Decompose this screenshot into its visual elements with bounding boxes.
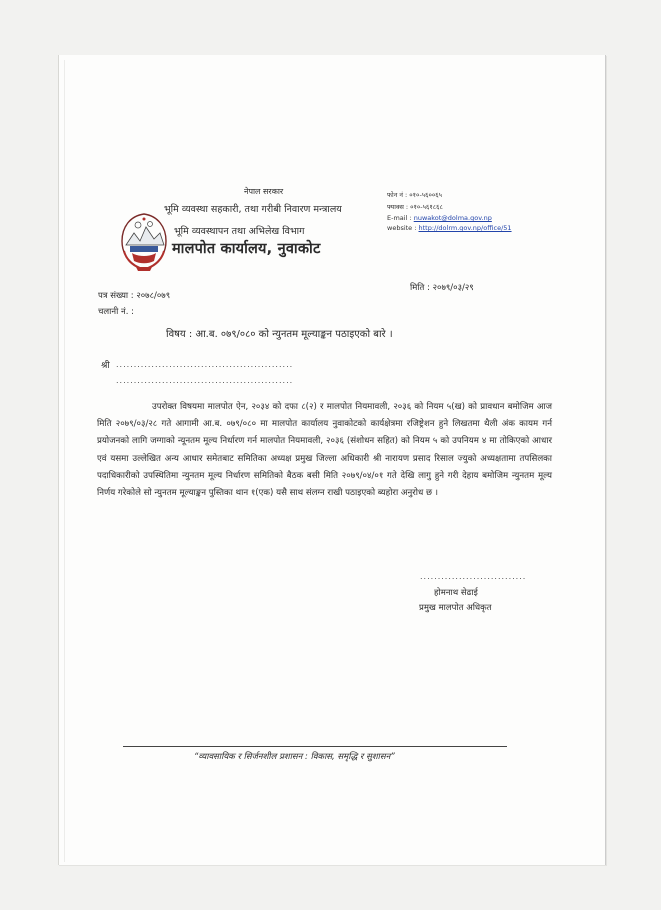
website-label: website : <box>387 224 419 232</box>
department-name: भूमि व्यवस्थापन तथा अभिलेख विभाग <box>174 226 305 237</box>
government-name: नेपाल सरकार <box>244 187 284 196</box>
letter-date: मिति : २०७९/०३/२९ <box>410 283 474 293</box>
office-name: मालपोत कार्यालय, नुवाकोट <box>172 241 321 257</box>
website-link[interactable]: http://dolrm.gov.np/office/51 <box>418 224 512 232</box>
addressee-label: श्री <box>101 361 110 371</box>
signatory-name: होमनाथ सेढाई <box>434 588 478 598</box>
addressee-line-1: .................................................. <box>116 360 294 369</box>
fax-number: फ्याक्स : ०१०-५६१८६८ <box>387 203 443 211</box>
letter-subject: विषय : आ.ब. ०७९/०८० को न्युनतम मूल्याङ्कन पठाइएको बारे । <box>166 329 393 340</box>
footer-divider <box>123 746 507 747</box>
nepal-government-emblem-icon <box>116 211 172 273</box>
email-label: E-mail : <box>387 214 414 222</box>
letter-reference-number: पत्र संख्या : २०७८/०७९ <box>98 291 171 301</box>
phone-number: फोन नं : ०१०-५६००६५ <box>387 191 443 199</box>
letter-body: उपरोक्त विषयमा मालपोत ऐन, २०३४ को दफा ८(२) र मालपोत नियमावली, २०३६ को नियम ५(ख) को प्रावधान बमोजिम आज मिति २०७९/०३/२८ गते आगामी आ.ब. ०७९/०८० मा मालपोत कार्यालय नुवाकोटको कार्यक्षेत्रमा रजिष्ट्रेशन हुने लिखतमा थैली अंक कायम गर्न प्रयोजनको लागि जग्गाको न्यूनतम मूल्य निर्धारण गर्न मालपोत नियमावली, २०३६ (संशोधन सहित) को नियम ५ को उपनियम ४ मा तोकिएको आधार एवं यसमा उल्लेखित अन्य आधार समेतबाट समितिका अध्यक्ष प्रमुख जिल्ला अधिकारी श्री नारायण प्रसाद रिसाल ज्युको अध्यक्षतामा तपसिलका पदाधिकारीको उपस्थितिमा न्युनतम मूल्य निर्धारण समितिको बैठक बसी मिति २०७९/०४/०१ गते देखि लागु हुने गरी देहाय बमोजिम न्युनतम मूल्य निर्णय गरेकोले सो न्युनतम मूल्याङ्कन पुस्तिका थान १(एक) यसै साथ संलग्न राखी पठाइएको ब्यहोरा अनुरोध छ । <box>97 402 552 499</box>
email-link[interactable]: nuwakot@dolma.gov.np <box>413 214 492 222</box>
ministry-name: भूमि व्यवस्था सहकारी, तथा गरीबी निवारण मन्त्रालय <box>164 204 342 215</box>
email-line <box>387 214 492 222</box>
signatory-title: प्रमुख मालपोत अधिकृत <box>419 603 492 613</box>
addressee-line-2: .................................................. <box>116 376 294 385</box>
website-line <box>387 224 512 232</box>
footer-slogan: “व्यावसायिक र सिर्जनशील प्रशासन : विकास, समृद्धि र सुशासन” <box>194 752 395 762</box>
dispatch-number: चलानी नं. : <box>98 307 134 317</box>
signature-line: .............................. <box>420 572 527 581</box>
